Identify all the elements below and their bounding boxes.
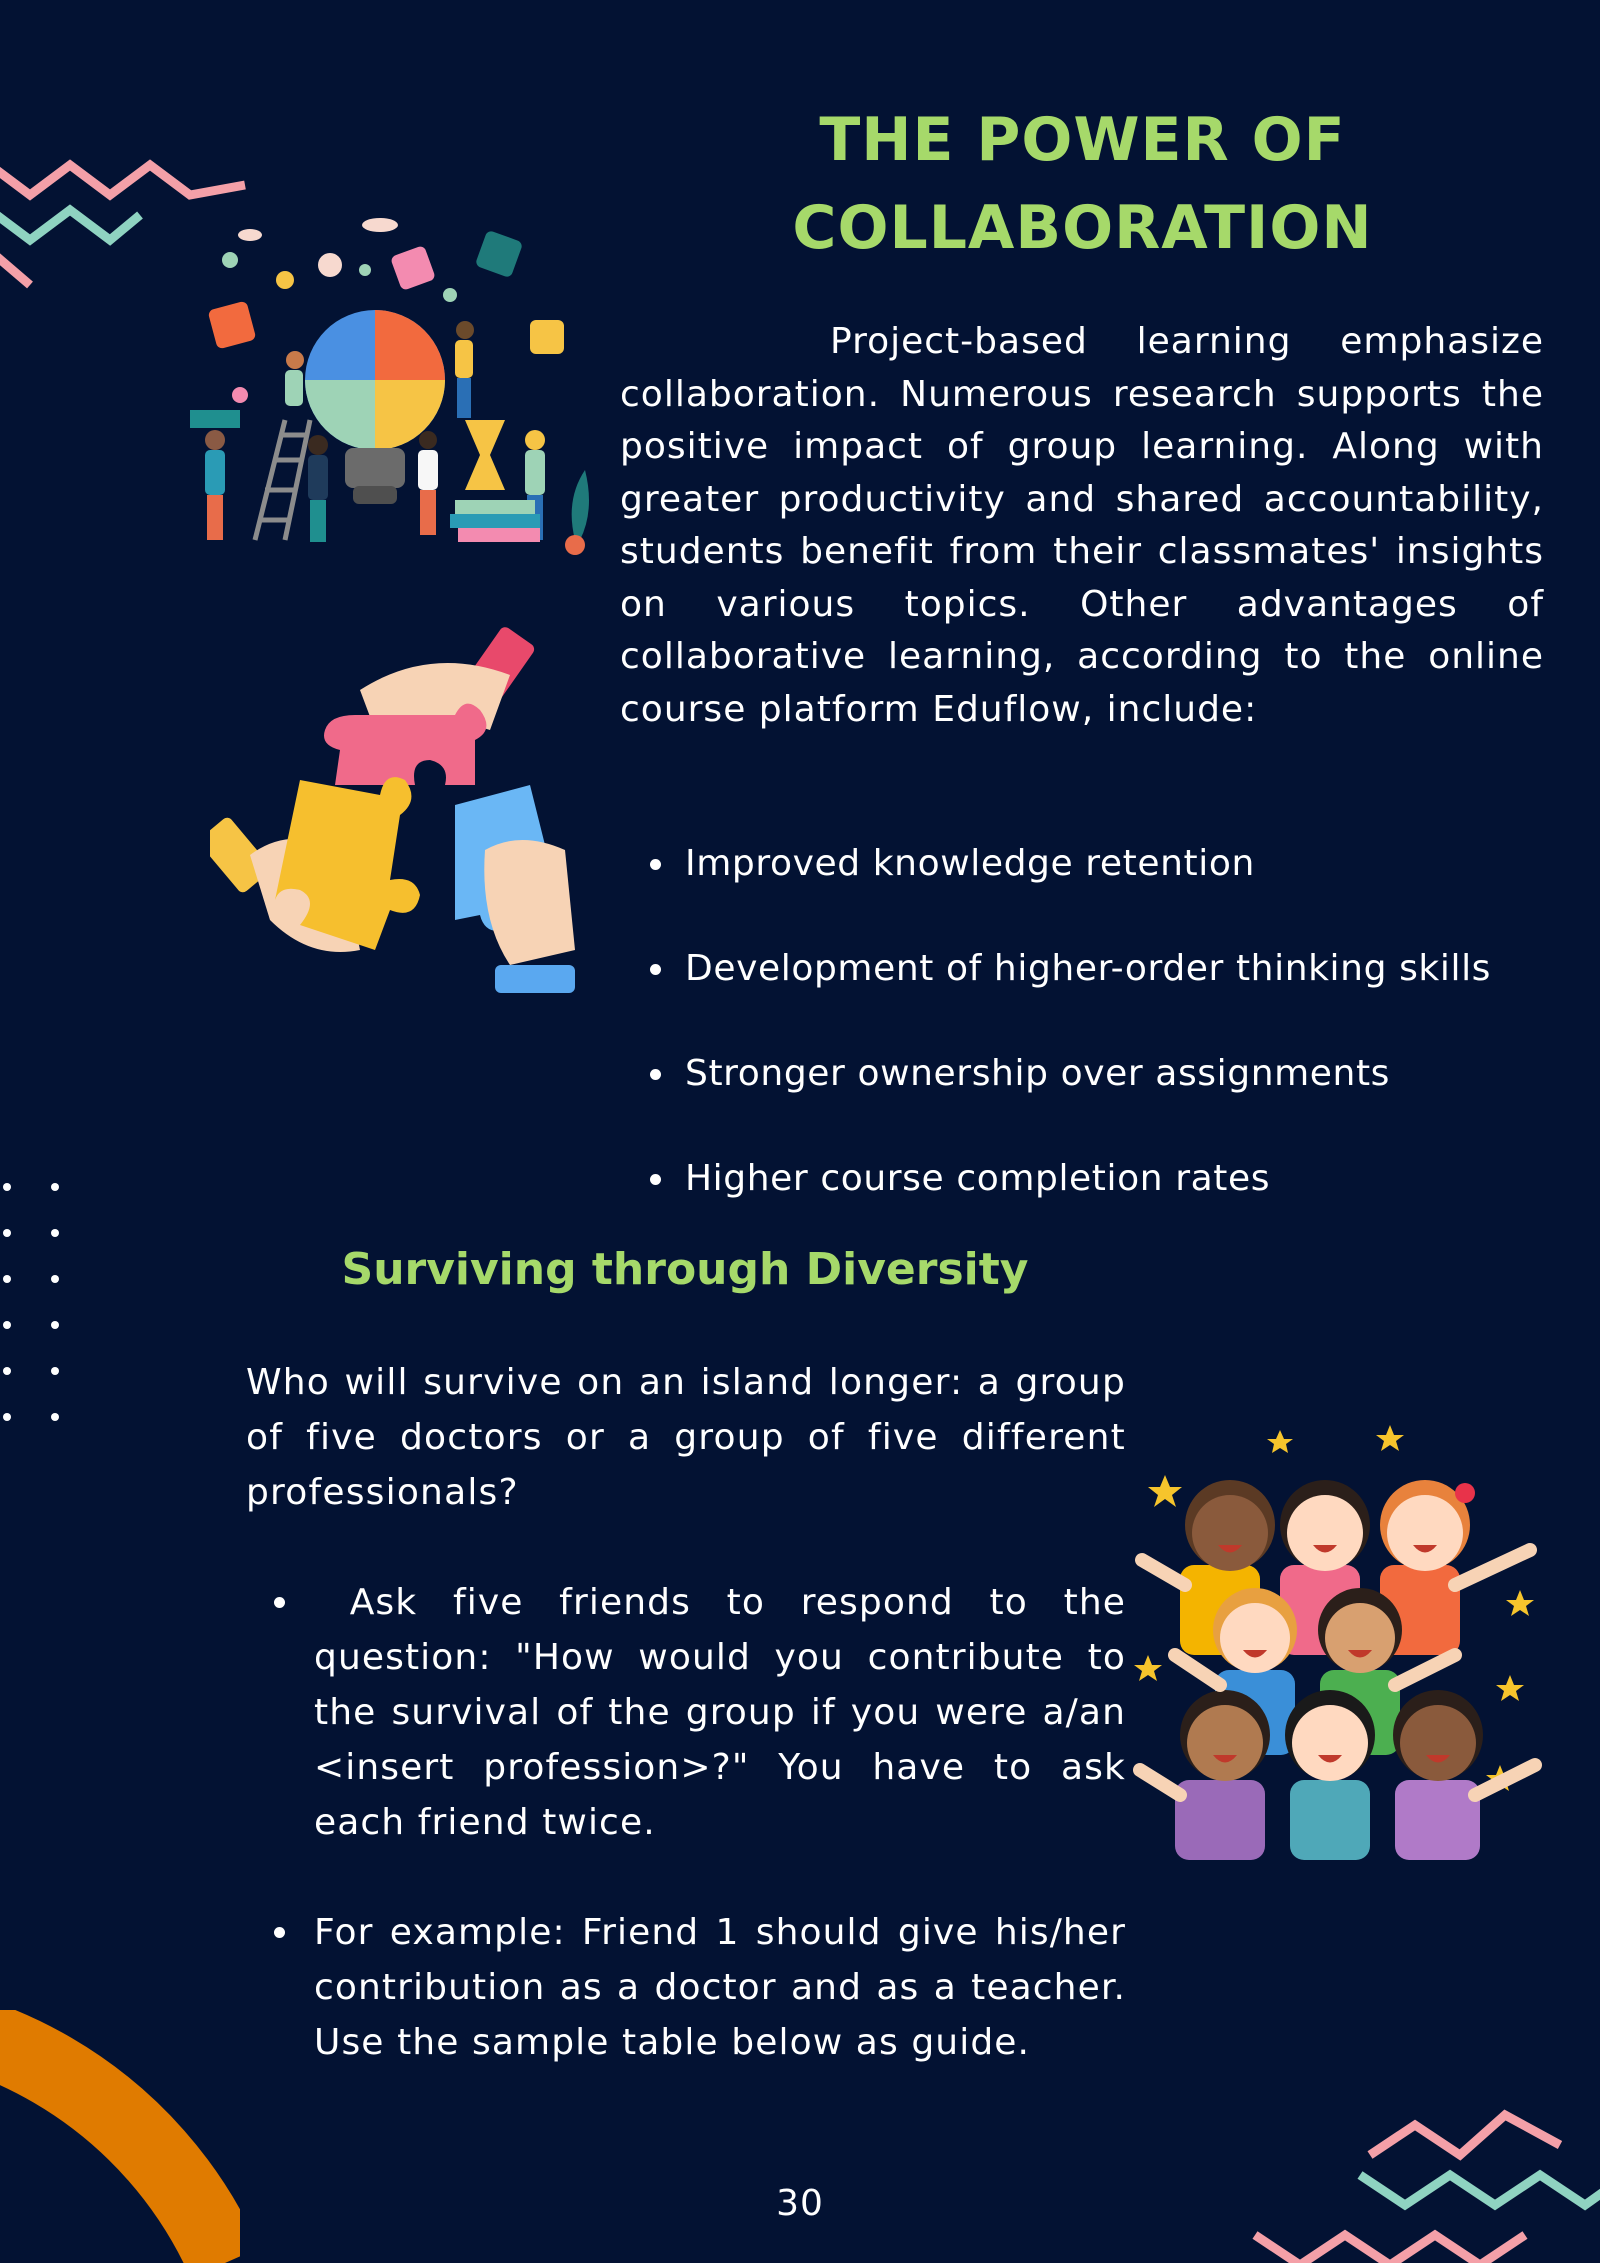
list-item: Ask five friends to respond to the question: "How would you contribute to the survival of the group if you were a/an <insert profession>?" You have to ask each friend twice.	[246, 1575, 1126, 1850]
arc-icon	[0, 2010, 240, 2263]
list-item: For example: Friend 1 should give his/her contribution as a doctor and as a teacher. Use the sample table below as guide.	[246, 1905, 1126, 2070]
dot-grid-icon	[0, 1175, 70, 1435]
hands-puzzle-illustration	[210, 620, 590, 1000]
intro-paragraph	[620, 316, 1544, 736]
page-title-line-2: COLLABORATION	[792, 193, 1373, 263]
activity-list	[246, 1575, 1126, 2125]
page-title	[700, 96, 1465, 272]
zigzag-bottom-right-icon	[1240, 2100, 1600, 2263]
teamwork-lightbulb-illustration	[190, 210, 600, 560]
cheering-kids-illustration	[1130, 1425, 1550, 1865]
list-item: Improved knowledge retention	[620, 838, 1560, 943]
benefits-list	[620, 838, 1560, 1258]
list-item: Stronger ownership over assignments	[620, 1048, 1560, 1153]
page-number: 30	[776, 2183, 824, 2224]
list-item: Development of higher-order thinking skills	[620, 943, 1560, 1048]
list-item: Higher course completion rates	[620, 1153, 1560, 1258]
page-title-line-1: THE POWER OF	[819, 105, 1346, 175]
question-paragraph: Who will survive on an island longer: a group of five doctors or a group of five different professionals?	[246, 1362, 1126, 1513]
section-heading: Surviving through Diversity	[341, 1244, 1029, 1295]
intro-text: Project-based learning emphasize collaboration. Numerous research supports the positive impact of group learning. Along with greater productivity and shared accountability, students benefit from their classmates' insights on various topics. Other advantages of collaborative learning, according to the online course platform Eduflow, include:	[620, 321, 1544, 730]
